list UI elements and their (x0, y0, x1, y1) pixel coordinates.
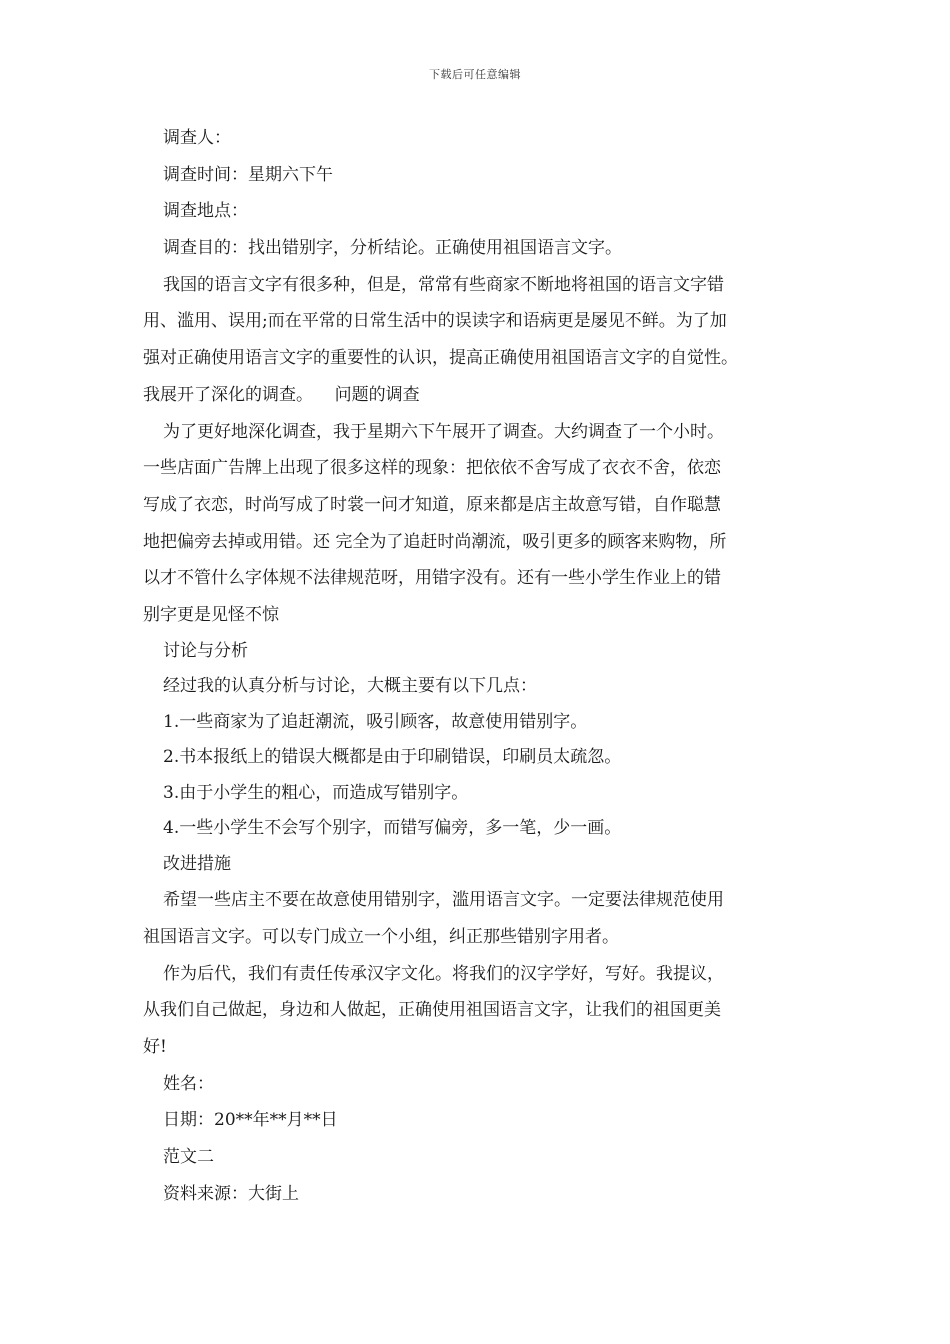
list-item: 4.一些小学生不会写个别字，而错写偏旁，多一笔，少一画。 (163, 818, 622, 839)
paragraph-line: 作为后代，我们有责任传承汉字文化。将我们的汉字学好，写好。我提议， (163, 963, 724, 984)
document-body (143, 120, 811, 1212)
paragraph-line: 从我们自己做起，身边和人做起，正确使用祖国语言文字，让我们的祖国更美 (143, 1000, 721, 1021)
paragraph-line: 地把偏旁去掉或用错。还 完全为了追赶时尚潮流，吸引更多的顾客来购物，所 (143, 531, 727, 552)
paragraph-line: 以才不管什么字体规不法律规范呀，用错字没有。还有一些小学生作业上的错 (143, 568, 721, 589)
time-line: 调查时间：星期六下午 (163, 164, 333, 185)
paragraph-line: 我展开了深化的调查。 问题的调查 (143, 384, 420, 405)
paragraph-line: 好! (143, 1036, 167, 1057)
date-line: 日期：20**年**月**日 (163, 1110, 338, 1131)
source-line: 资料来源：大街上 (163, 1183, 299, 1204)
page-header: 下载后可任意编辑 (429, 68, 521, 81)
list-item: 2.书本报纸上的错误大概都是由于印刷错误，印刷员太疏忽。 (163, 747, 622, 768)
list-item: 3.由于小学生的粗心，而造成写错别字。 (163, 782, 469, 803)
paragraph-line: 为了更好地深化调查，我于星期六下午展开了调查。大约调查了一个小时。 (163, 421, 724, 442)
sample-title: 范文二 (163, 1146, 214, 1167)
paragraph-line: 希望一些店主不要在故意使用错别字，滥用语言文字。一定要法律规范使用 (163, 890, 724, 911)
location-line: 调查地点： (163, 201, 248, 222)
list-item: 1.一些商家为了追赶潮流，吸引顾客，故意使用错别字。 (163, 711, 588, 732)
improve-heading: 改进措施 (163, 853, 231, 874)
paragraph-line: 用、滥用、误用;而在平常的日常生活中的误读字和语病更是屡见不鲜。为了加 (143, 311, 727, 332)
paragraph-line: 一些店面广告牌上出现了很多这样的现象：把依依不舍写成了衣衣不舍，依恋 (143, 458, 721, 479)
discussion-intro: 经过我的认真分析与讨论，大概主要有以下几点： (163, 676, 537, 697)
paragraph-line: 我国的语言文字有很多种，但是，常常有些商家不断地将祖国的语言文字错 (163, 274, 724, 295)
paragraph-line: 强对正确使用语言文字的重要性的认识，提高正确使用祖国语言文字的自觉性。 (143, 348, 738, 369)
purpose-line: 调查目的：找出错别字，分析结论。正确使用祖国语言文字。 (163, 238, 622, 259)
investigator-line: 调查人： (163, 128, 231, 148)
name-line: 姓名： (163, 1073, 214, 1094)
paragraph-line: 写成了衣恋，时尚写成了时裳一问才知道，原来都是店主故意写错，自作聪慧 (143, 494, 721, 515)
paragraph-line: 祖国语言文字。可以专门成立一个小组，纠正那些错别字用者。 (143, 926, 619, 947)
paragraph-line: 别字更是见怪不惊 (143, 604, 279, 625)
discussion-heading: 讨论与分析 (163, 640, 248, 661)
